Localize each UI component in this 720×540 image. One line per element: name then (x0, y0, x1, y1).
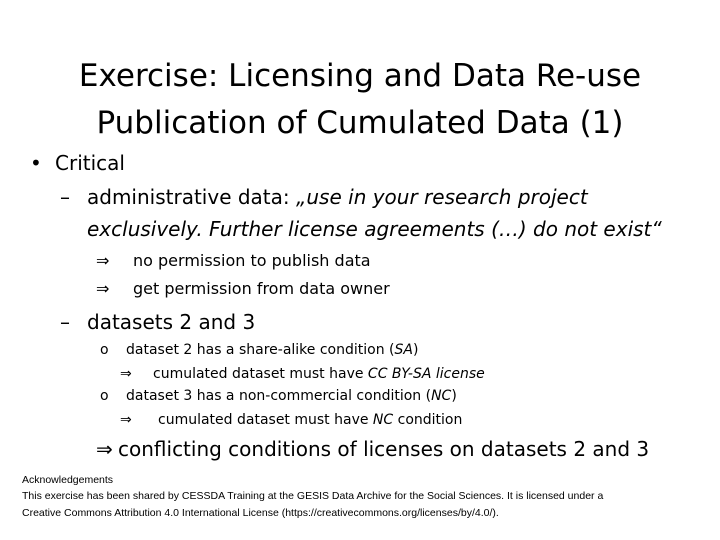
implies-arrow-icon: ⇒ (96, 279, 110, 298)
dataset-2-abbr: SA (394, 342, 413, 358)
dataset-2-suffix: ) (412, 342, 419, 358)
dash-marker: – (60, 310, 70, 334)
implies-arrow-icon: ⇒ (96, 251, 110, 270)
dataset-2-text: dataset 2 has a share-alike condition ( (126, 342, 395, 358)
implication-item: no permission to publish data (133, 251, 371, 270)
implication-item: get permission from data owner (133, 279, 390, 298)
implies-arrow-icon: ⇒ (96, 437, 113, 461)
req-1-license: CC BY-SA license (367, 366, 485, 382)
req-1-text: cumulated dataset must have (153, 366, 368, 382)
cumulated-requirement-1 (153, 365, 485, 383)
req-2-text: cumulated dataset must have (158, 412, 373, 428)
req-2-license: NC (372, 412, 394, 428)
dash-marker: – (60, 185, 70, 209)
dataset-3-condition (126, 387, 457, 405)
cumulated-requirement-2 (158, 411, 462, 429)
admin-data-quote-2: exclusively. Further license agreements (…) do not exist“ (87, 217, 662, 241)
acknowledgements-line-2: Creative Commons Attribution 4.0 International License (https://creativecommons.org/licenses/by/4.0/). (22, 507, 499, 519)
implies-arrow-icon: ⇒ (120, 366, 132, 382)
slide-title-line-2: Publication of Cumulated Data (1) (96, 105, 624, 141)
admin-data-line-1 (87, 183, 588, 211)
datasets-heading: datasets 2 and 3 (87, 310, 256, 334)
bullet-critical: Critical (55, 151, 125, 175)
circle-bullet: o (100, 388, 109, 404)
admin-data-prefix: administrative data: (87, 185, 297, 209)
acknowledgements-heading: Acknowledgements (22, 474, 114, 486)
slide-title-line-1: Exercise: Licensing and Data Re-use (78, 58, 642, 94)
circle-bullet: o (100, 342, 109, 358)
acknowledgements-line-1: This exercise has been shared by CESSDA Training at the GESIS Data Archive for the Social Sciences. It is licensed under a (22, 490, 604, 502)
dataset-3-text: dataset 3 has a non-commercial condition ( (126, 388, 432, 404)
conclusion: conflicting conditions of licenses on datasets 2 and 3 (118, 437, 650, 461)
req-2-suffix: condition (393, 412, 463, 428)
dataset-3-abbr: NC (431, 388, 452, 404)
bullet-marker: • (30, 151, 42, 175)
admin-data-quote-1: „use in your research project (296, 185, 588, 209)
dataset-2-condition (126, 341, 418, 359)
dataset-3-suffix: ) (451, 388, 457, 404)
implies-arrow-icon: ⇒ (120, 412, 132, 428)
admin-data-line-2 (87, 215, 662, 243)
